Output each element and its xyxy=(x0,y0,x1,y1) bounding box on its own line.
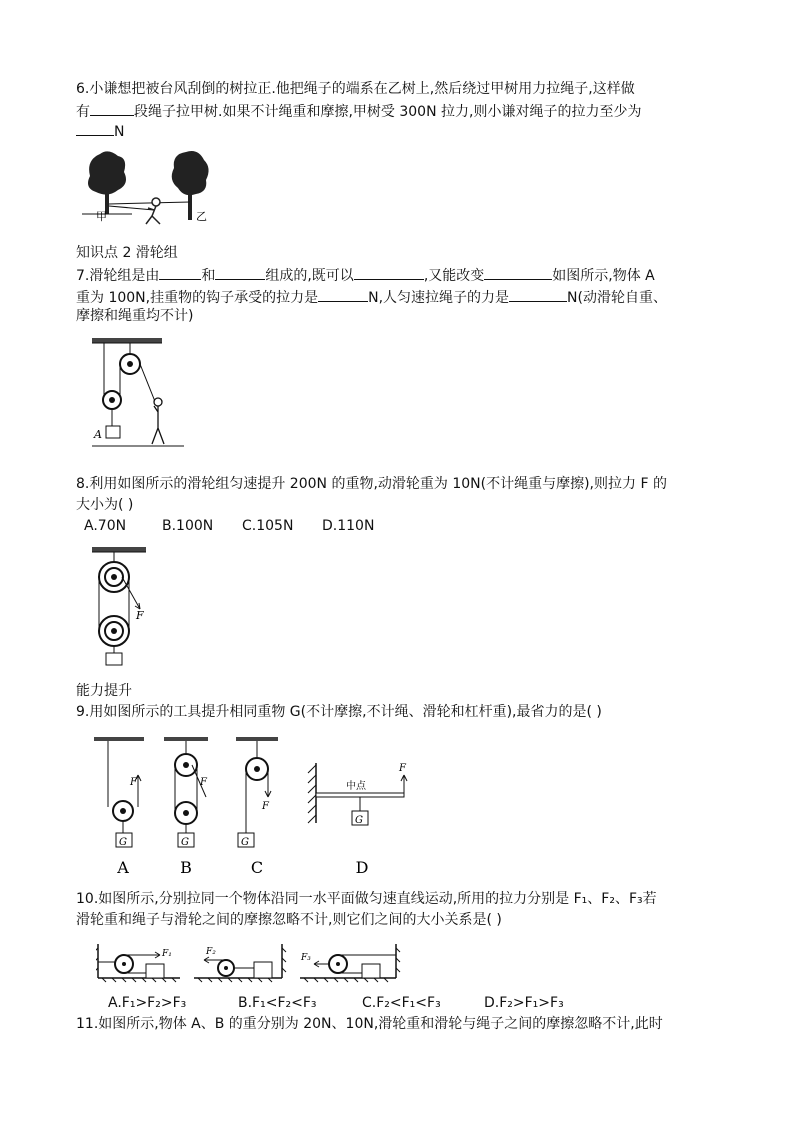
q9-label-b: B xyxy=(180,858,192,877)
q7-blank-2[interactable] xyxy=(215,265,265,280)
svg-text:F₂: F₂ xyxy=(206,947,216,957)
weight-a-box xyxy=(106,426,120,438)
person-pulling-icon xyxy=(146,198,160,224)
svg-text:F: F xyxy=(262,801,269,812)
svg-text:F: F xyxy=(200,777,207,788)
q9-label-a: A xyxy=(117,858,129,877)
tree-left-icon xyxy=(88,151,126,214)
q9-diagram-c xyxy=(236,737,278,848)
q7-blank-6[interactable] xyxy=(509,287,567,302)
q8-figure xyxy=(84,545,164,670)
q8-option-d[interactable]: D.110N xyxy=(322,518,375,534)
svg-text:G: G xyxy=(181,837,189,848)
q10-line1: 10.如图所示,分别拉同一个物体沿同一水平面做匀速直线运动,所用的拉力分别是 F₁、F₂、F₃若 xyxy=(76,891,657,907)
q10-option-a[interactable]: A.F₁>F₂>F₃ xyxy=(108,995,187,1011)
q9-line1: 9.用如图所示的工具提升相同重物 G(不计摩擦,不计绳、滑轮和杠杆重),最省力的是( ) xyxy=(76,704,602,720)
force-f-label: F xyxy=(136,609,144,622)
q10-diagram-2 xyxy=(194,944,286,982)
tree-label-jia: 甲 xyxy=(96,210,107,223)
q10-option-b[interactable]: B.F₁<F₂<F₃ xyxy=(238,995,317,1011)
section-heading-2: 知识点 2 滑轮组 xyxy=(76,245,178,261)
q10-diagram-1 xyxy=(96,944,180,982)
q9-figure xyxy=(94,735,424,880)
svg-text:G: G xyxy=(119,837,127,848)
svg-text:F₃: F₃ xyxy=(301,953,311,963)
q7-blank-5[interactable] xyxy=(318,287,368,302)
q8-option-b[interactable]: B.100N xyxy=(162,518,214,534)
midpoint-label: 中点 xyxy=(346,781,366,792)
q10-option-c[interactable]: C.F₂<F₁<F₃ xyxy=(362,995,441,1011)
q6-blank-1[interactable] xyxy=(90,101,134,116)
q7-line2: 重为 100N,挂重物的钩子承受的拉力是 N,人匀速拉绳子的力是 N(动滑轮自重、 xyxy=(76,287,667,307)
q6-line1: 6.小谦想把被台风刮倒的树拉正.他把绳子的端系在乙树上,然后绕过甲树用力拉绳子,这样做 xyxy=(76,81,635,97)
svg-text:G: G xyxy=(355,815,363,826)
q10-option-d[interactable]: D.F₂>F₁>F₃ xyxy=(484,995,564,1011)
q9-diagram-b xyxy=(164,737,208,848)
svg-text:F: F xyxy=(130,777,137,788)
q7-blank-3[interactable] xyxy=(354,265,424,280)
q10-figure xyxy=(96,938,406,986)
tree-label-yi: 乙 xyxy=(196,210,207,223)
q10-line2: 滑轮重和绳子与滑轮之间的摩擦忽略不计,则它们之间的大小关系是( ) xyxy=(76,912,502,928)
svg-text:F₁: F₁ xyxy=(162,949,172,959)
q6-line2: 有 段绳子拉甲树.如果不计绳重和摩擦,甲树受 300N 拉力,则小谦对绳子的拉力至少为 xyxy=(76,101,641,121)
q6-figure xyxy=(82,148,212,230)
q8-option-c[interactable]: C.105N xyxy=(242,518,294,534)
q7-blank-4[interactable] xyxy=(484,265,552,280)
q9-diagram-a xyxy=(94,737,144,848)
section-heading-3: 能力提升 xyxy=(76,683,132,699)
svg-text:F: F xyxy=(399,763,406,774)
q7-blank-1[interactable] xyxy=(159,265,201,280)
person-icon xyxy=(152,398,164,444)
svg-text:G: G xyxy=(241,837,249,848)
q7-line1: 7.滑轮组是由 和 组成的,既可以 ,又能改变 如图所示,物体 A xyxy=(76,265,655,285)
q7-figure xyxy=(88,334,188,454)
q9-diagram-d xyxy=(308,763,407,826)
weight-box xyxy=(106,653,122,665)
weight-a-label: A xyxy=(94,428,102,441)
q6-blank-2[interactable] xyxy=(76,121,114,136)
q8-line1: 8.利用如图所示的滑轮组匀速提升 200N 的重物,动滑轮重为 10N(不计绳重与摩擦),则拉力 F 的 xyxy=(76,476,667,492)
q9-label-c: C xyxy=(250,858,264,877)
q6-line3: N xyxy=(76,121,124,141)
q7-line3: 摩擦和绳重均不计) xyxy=(76,308,194,324)
q9-label-d: D xyxy=(355,858,369,877)
q8-line2: 大小为( ) xyxy=(76,497,134,513)
q8-option-a[interactable]: A.70N xyxy=(84,518,127,534)
q10-diagram-3 xyxy=(300,944,400,982)
q11-line1: 11.如图所示,物体 A、B 的重分别为 20N、10N,滑轮重和滑轮与绳子之间的摩擦忽略不计,此时 xyxy=(76,1016,663,1032)
